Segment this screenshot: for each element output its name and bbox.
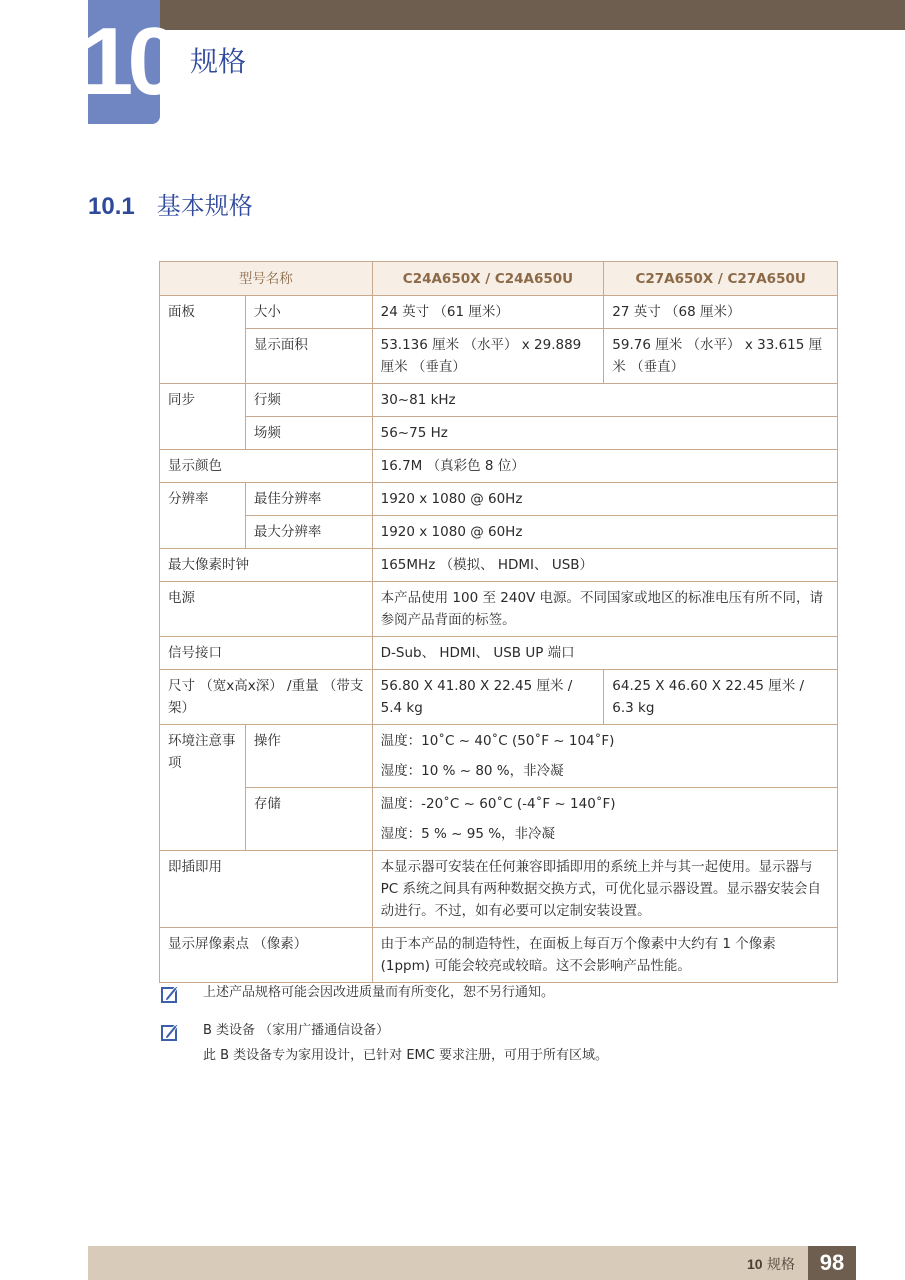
note-1-text: 上述产品规格可能会因改进质量而有所变化，恕不另行通知。 (203, 985, 555, 1000)
table-row (160, 725, 838, 788)
area-label: 显示面积 (245, 329, 372, 384)
spec-table (159, 261, 838, 983)
footer-bar (88, 1246, 808, 1280)
pixel-dots-label: 显示屏像素点 （像素） (160, 928, 373, 983)
table-row (160, 582, 838, 637)
operating-values (372, 725, 837, 788)
optimum-res-value: 1920 x 1080 @ 60Hz (372, 483, 837, 516)
table-row (160, 483, 838, 516)
table-row (160, 417, 838, 450)
table-row (160, 851, 838, 928)
footer-chapter-number: 10 (746, 1256, 763, 1272)
operating-temperature: 温度：10˚C ~ 40˚C (50˚F ~ 104˚F) (380, 733, 615, 749)
size-a: 24 英寸 （61 厘米） (372, 296, 604, 329)
size-b: 27 英寸 （68 厘米） (604, 296, 838, 329)
table-row (160, 516, 838, 549)
pixel-clock-value: 165MHz （模拟、 HDMI、 USB） (372, 549, 837, 582)
table-row (160, 296, 838, 329)
header-model-b: C27A650X / C27A650U (604, 262, 838, 296)
v-freq-value: 56~75 Hz (372, 417, 837, 450)
color-label: 显示颜色 (160, 450, 373, 483)
footer-chapter-title: 规格 (767, 1257, 795, 1273)
table-row (160, 788, 838, 851)
table-row (160, 329, 838, 384)
pixel-dots-value: 由于本产品的制造特性，在面板上每百万个像素中大约有 1 个像素 (1ppm) 可能会较亮或较暗。这不会影响产品性能。 (372, 928, 837, 983)
note-pencil-icon (160, 1022, 180, 1042)
color-value: 16.7M （真彩色 8 位） (372, 450, 837, 483)
resolution-label: 分辨率 (160, 483, 246, 549)
storage-values (372, 788, 837, 851)
pixel-clock-label: 最大像素时钟 (160, 549, 373, 582)
dimensions-label: 尺寸 （宽x高x深） /重量 （带支架） (160, 670, 373, 725)
plug-play-value: 本显示器可安装在任何兼容即插即用的系统上并与其一起使用。显示器与 PC 系统之间具有两种数据交换方式，可优化显示器设置。显示器安装会自动进行。不过，如有必要可以定制安装设置。 (372, 851, 837, 928)
max-res-value: 1920 x 1080 @ 60Hz (372, 516, 837, 549)
panel-label: 面板 (160, 296, 246, 384)
environment-label: 环境注意事项 (160, 725, 246, 851)
note-pencil-icon (160, 984, 180, 1004)
plug-play-label: 即插即用 (160, 851, 373, 928)
size-label: 大小 (245, 296, 372, 329)
operating-humidity: 湿度：10 % ~ 80 %，非冷凝 (380, 763, 564, 779)
header-model-name: 型号名称 (160, 262, 373, 296)
chapter-number-block (80, 0, 175, 124)
footer-chapter (747, 1254, 795, 1274)
chapter-title: 规格 (190, 45, 247, 78)
section-number: 10.1 (88, 193, 135, 220)
chapter-number: 10 (80, 8, 175, 115)
table-row (160, 670, 838, 725)
note-2 (160, 1020, 840, 1067)
section-heading (88, 186, 253, 221)
max-res-label: 最大分辨率 (245, 516, 372, 549)
h-freq-label: 行频 (245, 384, 372, 417)
signal-value: D-Sub、 HDMI、 USB UP 端口 (372, 637, 837, 670)
table-row (160, 549, 838, 582)
area-b: 59.76 厘米 （水平） x 33.615 厘米 （垂直） (604, 329, 838, 384)
top-bar (160, 0, 905, 30)
dimensions-b: 64.25 X 46.60 X 22.45 厘米 / 6.3 kg (604, 670, 838, 725)
power-value: 本产品使用 100 至 240V 电源。不同国家或地区的标准电压有所不同，请参阅产品背面的标签。 (372, 582, 837, 637)
storage-humidity: 湿度：5 % ~ 95 %，非冷凝 (380, 826, 556, 842)
table-row (160, 928, 838, 983)
power-label: 电源 (160, 582, 373, 637)
optimum-res-label: 最佳分辨率 (245, 483, 372, 516)
section-title: 基本规格 (156, 192, 253, 220)
area-a: 53.136 厘米 （水平） x 29.889 厘米 （垂直） (372, 329, 604, 384)
table-row (160, 384, 838, 417)
signal-label: 信号接口 (160, 637, 373, 670)
operating-label: 操作 (245, 725, 372, 788)
dimensions-a: 56.80 X 41.80 X 22.45 厘米 / 5.4 kg (372, 670, 604, 725)
page-number: 98 (808, 1246, 856, 1280)
note-2-text: B 类设备 （家用广播通信设备） (203, 1023, 390, 1038)
table-row (160, 450, 838, 483)
table-row (160, 637, 838, 670)
storage-label: 存储 (245, 788, 372, 851)
table-header-row (160, 262, 838, 296)
storage-temperature: 温度：-20˚C ~ 60˚C (-4˚F ~ 140˚F) (380, 796, 616, 812)
header-model-a: C24A650X / C24A650U (372, 262, 604, 296)
note-2-detail: 此 B 类设备专为家用设计，已针对 EMC 要求注册，可用于所有区域。 (203, 1048, 608, 1063)
note-1 (160, 982, 840, 1004)
h-freq-value: 30~81 kHz (372, 384, 837, 417)
v-freq-label: 场频 (245, 417, 372, 450)
sync-label: 同步 (160, 384, 246, 450)
